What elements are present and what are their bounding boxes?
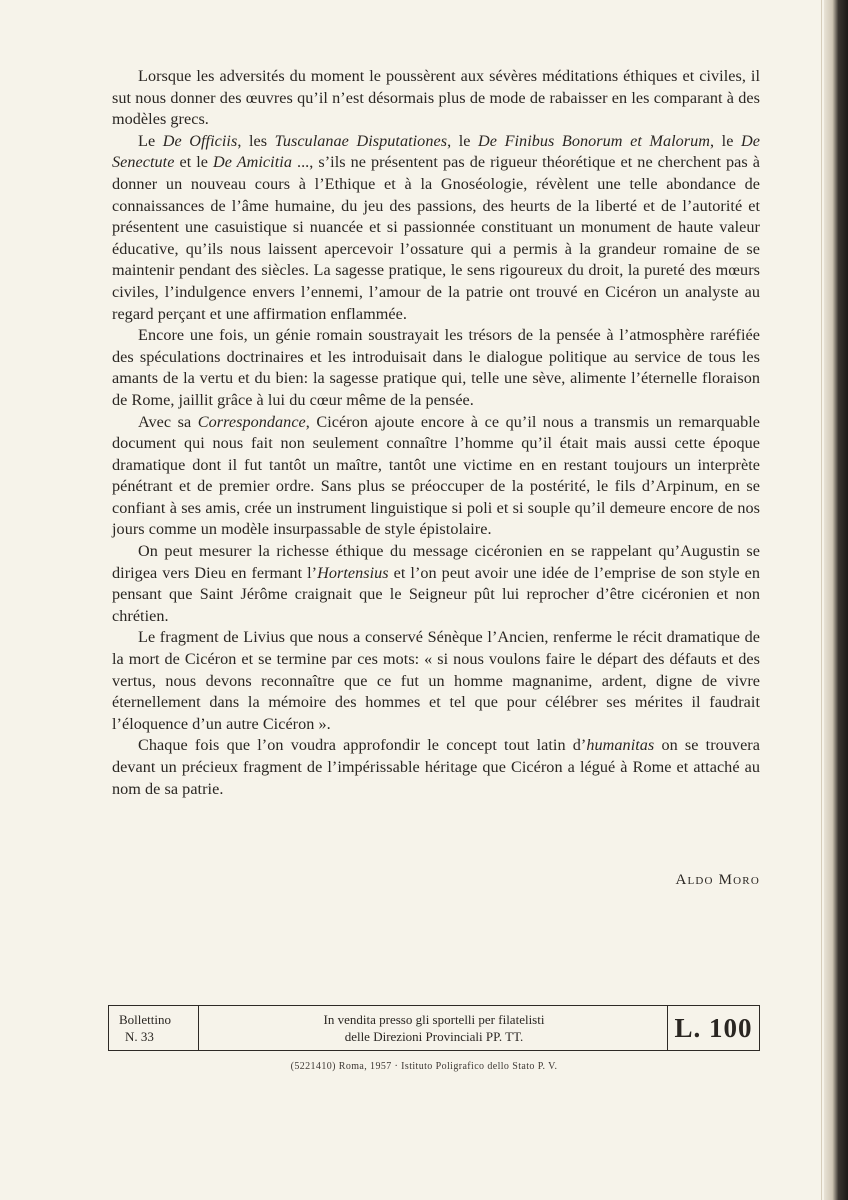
footer-box bbox=[108, 1005, 760, 1051]
sale-line-2: delle Direzioni Provinciali PP. TT. bbox=[344, 1029, 524, 1044]
page-edge-shadow bbox=[824, 0, 848, 1200]
paragraph-5: On peut mesurer la richesse éthique du message cicéronien en se rappelant qu’Augustin se dirigea vers Dieu en fermant l’Hortensius et l’on peut avoir une idée de l’emprise de son style en pensant que Saint Jérôme craignait que le Seigneur pût lui reprocher d’être cicéronien et non chrétien. bbox=[112, 542, 760, 625]
paragraph-1: Lorsque les adversités du moment le poussèrent aux sévères méditations éthiques et civiles, il sut nous donner des œuvres qu’il n’est désormais plus de mode de rabaisser en les comparant à des modèles grecs. bbox=[112, 67, 760, 129]
title-correspondance: Correspondance bbox=[197, 412, 306, 431]
sale-info-cell bbox=[199, 1006, 669, 1050]
title-de-finibus: De Finibus Bonorum et Malorum bbox=[478, 131, 711, 150]
sale-line-1: In vendita presso gli sportelli per filatelisti bbox=[323, 1012, 545, 1027]
title-de-amicitia: De Amicitia bbox=[213, 153, 292, 172]
paragraph-3: Encore une fois, un génie romain soustrayait les trésors de la pensée à l’atmosphère raréfiée des spéculations doctrinaires et les introduisait dans le dialogue politique au service de tous les amants de la vertu et du bien: la sagesse pratique qui, telle une sève, alimente l’éternelle floraison de Rome, jaillit grâce à lui du cœur même de la pensée. bbox=[112, 326, 760, 409]
bulletin-cell bbox=[109, 1006, 199, 1050]
paragraph-4: Avec sa Correspondance, Cicéron ajoute encore à ce qu’il nous a transmis un remarquable document qui nous fait non seulement connaître l’homme qu’il était mais aussi cette époque dramatique dont il fut tantôt un maître, tantôt une victime en en restant toujours un interprète pénétrant et de premier ordre. Sans plus se préoccuper de la postérité, le fils d’Arpinum, en se confiant à ses amis, crée un instrument linguistique si poli et si souple qu’il demeure encore de nos jours comme un modèle insurpassable de style épistolaire. bbox=[112, 412, 760, 539]
paragraph-6: Le fragment de Livius que nous a conservé Sénèque l’Ancien, renferme le récit dramatique de la mort de Cicéron et se termine par ces mots: « si nous voulons faire le départ des défauts et des vertus, nous devons reconnaître que ce fut un homme magnanime, ardent, digne de vivre éternellement dans la mémoire des hommes et tel que pour célébrer ses mérites il faudrait l’éloquence d’un autre Cicéron ». bbox=[112, 628, 760, 733]
paragraph-2: Le De Officiis, les Tusculanae Disputationes, le De Finibus Bonorum et Malorum, le De Senectute et le De Amicitia ..., s’ils ne présentent pas de rigueur théorétique et ne cherchent pas à donner un nouveau cours à l’Ethique et à la Gnoséologie, révèlent une telle abondance de connaissances de l’âme humaine, du jeu des passions, des heurts de la liberté et de l’autorité et présentent une casuistique si nuancée et si passionnée constituant un monument de haute valeur éducative, qu’ils nous laissent apercevoir l’ossature qui a permis à la grandeur romaine de se maintenir pendant des siècles. La sagesse pratique, le sens rigoureux du droit, la pureté des mœurs civiles, l’indulgence envers l’ennemi, l’amour de la patrie ont trouvé en Cicéron un analyste au regard perçant et une affirmation enflammée. bbox=[112, 131, 761, 323]
bulletin-number: N. 33 bbox=[125, 1029, 154, 1044]
title-de-officiis: De Officiis bbox=[162, 131, 238, 150]
term-humanitas: humanitas bbox=[586, 736, 655, 755]
title-tusculanae: Tusculanae Disputationes bbox=[274, 131, 448, 150]
title-de-senectute: De Senectute bbox=[112, 131, 760, 172]
page-edge-line bbox=[821, 0, 822, 1200]
bulletin-label: Bollettino bbox=[119, 1012, 171, 1027]
title-hortensius: Hortensius bbox=[317, 563, 389, 582]
price-label: L. 100 bbox=[667, 1006, 759, 1050]
author-signature: Aldo Moro bbox=[675, 872, 760, 888]
paragraph-7: Chaque fois que l’on voudra approfondir le concept tout latin d’humanitas on se trouvera devant un précieux fragment de l’impérissable héritage que Cicéron a légué à Rome et attaché au nom de sa patrie. bbox=[112, 736, 760, 798]
printer-imprint: (5221410) Roma, 1957 · Istituto Poligrafico dello Stato P. V. bbox=[290, 1061, 558, 1072]
article-body bbox=[112, 66, 760, 800]
